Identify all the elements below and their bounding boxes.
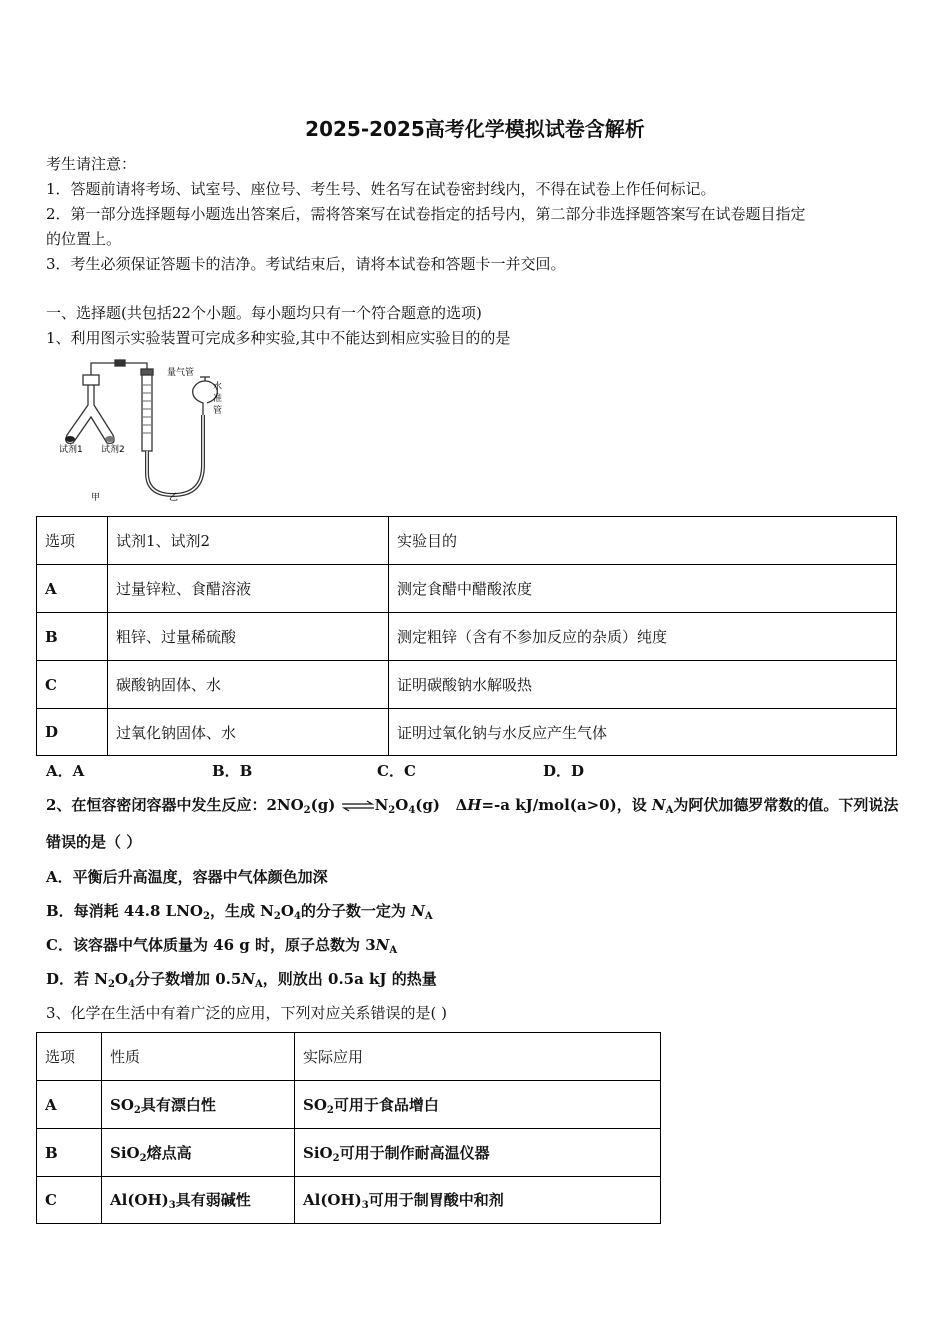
q2-optb-sub3: 4	[293, 911, 301, 922]
q1-table	[36, 516, 897, 756]
q2-eq-right-mid: O	[395, 796, 409, 814]
q3-row-c-application	[295, 1177, 661, 1224]
table-row	[37, 565, 897, 613]
q2-delta: Δ	[455, 796, 468, 814]
table-row	[37, 1081, 661, 1129]
q1-row-d-purpose: 证明过氧化钠与水反应产生气体	[389, 709, 897, 756]
q1-row-a-purpose: 测定食醋中醋酸浓度	[389, 565, 897, 613]
q1-row-a-reagents: 过量锌粒、食醋溶液	[108, 565, 389, 613]
notice-item-2: 2．第一部分选择题每小题选出答案后，需将答案写在试卷指定的括号内，第二部分非选择题答案写在试卷题目指定	[46, 205, 806, 223]
q3-c-a1: Al(OH)	[303, 1191, 362, 1209]
page-title: 2025-2025高考化学模拟试卷含解析	[305, 117, 645, 141]
table-row	[37, 1177, 661, 1224]
label-reagent1: 试剂1	[59, 445, 83, 455]
q2-delta-h-var: H	[467, 796, 482, 814]
q2-eq-right: N	[374, 796, 389, 814]
q2-optb-sub: 2	[202, 911, 210, 922]
q3-header-property: 性质	[102, 1033, 295, 1081]
q1-row-c-reagents: 碳酸钠固体、水	[108, 661, 389, 709]
q2-eq-right-state: (g)	[415, 796, 440, 814]
q2-eq-left: 2NO	[266, 796, 304, 814]
section-heading: 一、选择题(共包括22个小题。每小题均只有一个符合题意的选项)	[46, 304, 482, 322]
table-row	[37, 709, 897, 756]
notice-item-1: 1．答题前请将考场、试室号、座位号、考生号、姓名写在试卷密封线内，不得在试卷上作任何标记。	[46, 180, 716, 198]
q2-stem-line2: 错误的是（ ）	[46, 833, 142, 851]
q2-optc-na-sub: A	[389, 945, 398, 956]
q2-optd-sub1: 2	[107, 979, 115, 990]
q3-b-ps: 2	[139, 1152, 147, 1164]
q2-eq-right-sub2: 4	[408, 805, 416, 816]
q1-stem: 1、利用图示实验装置可完成多种实验,其中不能达到相应实验目的的是	[46, 329, 511, 347]
table-row	[37, 613, 897, 661]
q2-optb-na: N	[411, 902, 425, 920]
q3-c-a2: 可用于制胃酸中和剂	[368, 1191, 504, 1209]
q2-delta-h-val: =-a kJ/mol(a>0)	[481, 796, 617, 814]
q2-eq-right-sub1: 2	[388, 805, 396, 816]
q1-header-purpose: 实验目的	[389, 517, 897, 565]
label-jia: 甲	[91, 493, 101, 503]
q3-row-a-property	[102, 1081, 295, 1129]
q1-option-d: D．D	[543, 762, 585, 780]
q2-optd-4: ，则放出 0.5a kJ 的热量	[262, 970, 437, 988]
q1-row-c-purpose: 证明碳酸钠水解吸热	[389, 661, 897, 709]
q2-optb-1: B．每消耗 44.8 LNO	[46, 902, 203, 920]
q2-optd-na-sub: A	[255, 979, 263, 990]
q1-header-reagents: 试剂1、试剂2	[108, 517, 389, 565]
q2-optb-3: O	[280, 902, 294, 920]
table-row	[37, 661, 897, 709]
q3-row-b-property	[102, 1129, 295, 1177]
q3-b-a2: 可用于制作耐高温仪器	[339, 1143, 490, 1162]
label-gas-tube: 量气管	[167, 368, 195, 378]
q1-option-b: B．B	[212, 762, 253, 780]
apparatus-figure	[55, 355, 235, 505]
label-water-3: 管	[213, 406, 223, 416]
q2-optd-sub2: 4	[128, 979, 135, 990]
q2-optb-na-sub: A	[424, 911, 433, 922]
q2-optb-2: ，生成 N	[209, 902, 274, 920]
q3-row-b-option: B	[37, 1129, 102, 1177]
q2-stem-a: 2、在恒容密闭容器中发生反应：	[46, 796, 267, 814]
q3-c-as: 3	[361, 1200, 369, 1211]
q2-na-sub: A	[665, 805, 674, 816]
q3-stem: 3、化学在生活中有着广泛的应用，下列对应关系错误的是( )	[46, 1004, 448, 1022]
q2-optd-na: N	[241, 970, 256, 988]
q1-row-b-purpose: 测定粗锌（含有不参加反应的杂质）纯度	[389, 613, 897, 661]
label-water-2: 准	[213, 394, 223, 404]
q3-row-c-property	[102, 1177, 295, 1224]
q3-c-p2: 具有弱碱性	[175, 1191, 251, 1209]
q2-option-d	[46, 968, 437, 990]
q2-stem	[46, 794, 898, 816]
q3-c-ps: 3	[168, 1200, 176, 1211]
q1-option-a: A．A	[46, 762, 85, 780]
q1-row-b-option: B	[37, 613, 108, 661]
q2-na: N	[651, 796, 666, 814]
q3-b-a1: SiO	[303, 1143, 333, 1162]
q3-a-a1: SO	[303, 1095, 327, 1114]
label-water-1: 水	[213, 382, 223, 392]
notice-heading: 考生请注意：	[46, 155, 137, 173]
q3-b-p1: SiO	[110, 1143, 140, 1162]
q3-a-p1: SO	[110, 1095, 134, 1114]
stopper	[83, 375, 99, 385]
q2-option-a: A．平衡后升高温度，容器中气体颜色加深	[46, 868, 328, 886]
q3-row-b-application	[295, 1129, 661, 1177]
q2-stem-c: 为阿伏加德罗常数的值。下列说法	[673, 796, 899, 814]
q1-row-d-reagents: 过氧化钠固体、水	[108, 709, 389, 756]
q3-header-option: 选项	[37, 1033, 102, 1081]
q3-b-p2: 熔点高	[146, 1143, 192, 1162]
q2-eq-left-state: (g)	[310, 796, 336, 814]
q3-a-ps: 2	[133, 1104, 141, 1116]
q3-row-a-application	[295, 1081, 661, 1129]
y-tube	[66, 385, 114, 443]
q1-header-option: 选项	[37, 517, 108, 565]
q3-row-c-option: C	[37, 1177, 102, 1224]
table-row	[37, 1033, 661, 1081]
notice-item-2-cont: 的位置上。	[46, 230, 122, 248]
q2-optd-3: 分子数增加 0.5	[134, 970, 242, 988]
q3-table	[36, 1032, 661, 1224]
q2-optc-na: N	[375, 936, 390, 954]
q3-a-a2: 可用于食品增白	[333, 1095, 439, 1114]
table-row	[37, 1129, 661, 1177]
q2-optd-2: O	[114, 970, 128, 988]
q2-option-c	[46, 934, 397, 956]
table-row	[37, 517, 897, 565]
equilibrium-arrow-icon	[341, 800, 375, 812]
q1-option-c: C．C	[377, 762, 416, 780]
q2-eq-left-sub: 2	[303, 805, 311, 816]
notice-item-3: 3．考生必须保证答题卡的洁净。考试结束后，请将本试卷和答题卡一并交回。	[46, 255, 566, 273]
q1-row-c-option: C	[37, 661, 108, 709]
q3-header-application: 实际应用	[295, 1033, 661, 1081]
label-yi: 乙	[169, 493, 179, 503]
q2-stem-b: ，设	[616, 796, 652, 814]
q2-optd-1: D．若 N	[46, 970, 108, 988]
q3-c-p1: Al(OH)	[110, 1191, 169, 1209]
q3-a-as: 2	[326, 1104, 334, 1116]
q2-optb-4: 的分子数一定为	[300, 902, 412, 920]
q1-row-d-option: D	[37, 709, 108, 756]
q2-optb-sub2: 2	[273, 911, 281, 922]
q3-a-p2: 具有漂白性	[140, 1095, 216, 1114]
q1-row-b-reagents: 粗锌、过量稀硫酸	[108, 613, 389, 661]
q1-row-a-option: A	[37, 565, 108, 613]
label-reagent2: 试剂2	[101, 445, 125, 455]
q3-row-a-option: A	[37, 1081, 102, 1129]
q3-b-as: 2	[332, 1152, 340, 1164]
q2-optc-1: C．该容器中气体质量为 46 g 时，原子总数为 3	[46, 936, 376, 954]
q2-option-b	[46, 900, 433, 922]
